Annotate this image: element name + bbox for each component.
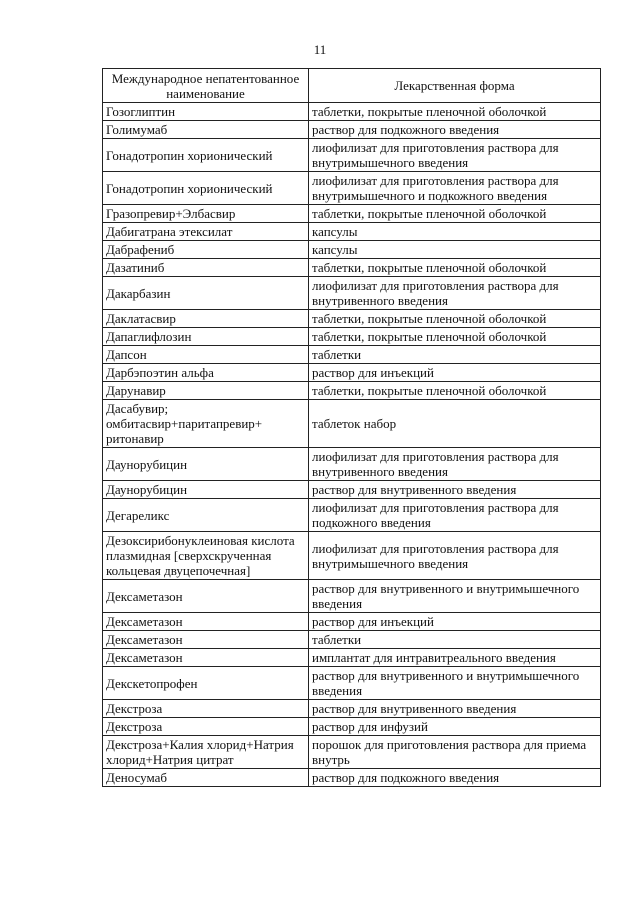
table-row [103,328,601,346]
drug-name-cell: Декстроза+Калия хлорид+Натрия хлорид+Натрия цитрат [103,736,309,769]
table-row [103,139,601,172]
drug-name-cell: Дезоксирибонуклеиновая кислота плазмидная [сверхскрученная кольцевая двуцепочечная] [103,532,309,580]
header-name: Международное непатентованное наименование [103,69,309,103]
dosage-form-cell: таблеток набор [309,400,601,448]
table-row [103,580,601,613]
table-row [103,448,601,481]
table-row [103,400,601,448]
drug-name-cell: Даунорубицин [103,481,309,499]
drug-name-cell: Дарунавир [103,382,309,400]
table-row [103,310,601,328]
drug-name-cell: Дексаметазон [103,613,309,631]
drug-name-cell: Декстроза [103,700,309,718]
drug-name-cell: Декстроза [103,718,309,736]
drug-name-cell: Деносумаб [103,769,309,787]
table-body [103,103,601,787]
dosage-form-cell: раствор для подкожного введения [309,769,601,787]
drug-name-cell: Даунорубицин [103,448,309,481]
table-row [103,382,601,400]
table-row [103,223,601,241]
drug-table [102,68,601,787]
table-row [103,700,601,718]
dosage-form-cell: раствор для инъекций [309,613,601,631]
dosage-form-cell: таблетки, покрытые пленочной оболочкой [309,103,601,121]
dosage-form-cell: раствор для внутривенного и внутримышечного введения [309,580,601,613]
page-number: 11 [313,42,327,57]
drug-name-cell: Дексаметазон [103,631,309,649]
drug-name-cell: Дазатиниб [103,259,309,277]
table-row [103,613,601,631]
drug-name-cell: Дексаметазон [103,580,309,613]
dosage-form-cell: лиофилизат для приготовления раствора для подкожного введения [309,499,601,532]
table-header-row [103,69,601,103]
drug-name-cell: Дабрафениб [103,241,309,259]
dosage-form-cell: раствор для инъекций [309,364,601,382]
dosage-form-cell: лиофилизат для приготовления раствора для внутривенного введения [309,277,601,310]
dosage-form-cell: таблетки, покрытые пленочной оболочкой [309,328,601,346]
drug-name-cell: Гонадотропин хорионический [103,172,309,205]
dosage-form-cell: раствор для подкожного введения [309,121,601,139]
table-row [103,121,601,139]
table-row [103,631,601,649]
table-row [103,736,601,769]
drug-name-cell: Дакарбазин [103,277,309,310]
dosage-form-cell: лиофилизат для приготовления раствора для внутримышечного введения [309,139,601,172]
drug-name-cell: Даклатасвир [103,310,309,328]
dosage-form-cell: таблетки [309,631,601,649]
drug-name-cell: Декскетопрофен [103,667,309,700]
table-row [103,259,601,277]
dosage-form-cell: таблетки, покрытые пленочной оболочкой [309,205,601,223]
table-row [103,103,601,121]
drug-name-cell: Дабигатрана этексилат [103,223,309,241]
dosage-form-cell: лиофилизат для приготовления раствора для внутримышечного введения [309,532,601,580]
dosage-form-cell: имплантат для интравитреального введения [309,649,601,667]
dosage-form-cell: таблетки, покрытые пленочной оболочкой [309,382,601,400]
table-row [103,718,601,736]
dosage-form-cell: таблетки, покрытые пленочной оболочкой [309,259,601,277]
drug-name-cell: Дегареликс [103,499,309,532]
table-row [103,205,601,223]
drug-name-cell: Дарбэпоэтин альфа [103,364,309,382]
dosage-form-cell: таблетки, покрытые пленочной оболочкой [309,310,601,328]
dosage-form-cell: раствор для внутривенного введения [309,481,601,499]
drug-name-cell: Гразопревир+Элбасвир [103,205,309,223]
dosage-form-cell: таблетки [309,346,601,364]
drug-name-cell: Дапаглифлозин [103,328,309,346]
drug-name-cell: Дасабувир; омбитасвир+паритапревир+ ритонавир [103,400,309,448]
table-row [103,649,601,667]
dosage-form-cell: лиофилизат для приготовления раствора для внутримышечного и подкожного введения [309,172,601,205]
table-row [103,532,601,580]
drug-name-cell: Голимумаб [103,121,309,139]
table-row [103,241,601,259]
drug-name-cell: Дексаметазон [103,649,309,667]
dosage-form-cell: раствор для инфузий [309,718,601,736]
drug-name-cell: Гонадотропин хорионический [103,139,309,172]
table-row [103,277,601,310]
dosage-form-cell: раствор для внутривенного и внутримышечного введения [309,667,601,700]
table-row [103,364,601,382]
dosage-form-cell: порошок для приготовления раствора для приема внутрь [309,736,601,769]
table-row [103,346,601,364]
table-row [103,769,601,787]
drug-name-cell: Гозоглиптин [103,103,309,121]
dosage-form-cell: раствор для внутривенного введения [309,700,601,718]
dosage-form-cell: капсулы [309,241,601,259]
dosage-form-cell: капсулы [309,223,601,241]
header-form: Лекарственная форма [309,69,601,103]
table-row [103,481,601,499]
dosage-form-cell: лиофилизат для приготовления раствора для внутривенного введения [309,448,601,481]
table-row [103,172,601,205]
table-row [103,667,601,700]
table-row [103,499,601,532]
drug-name-cell: Дапсон [103,346,309,364]
